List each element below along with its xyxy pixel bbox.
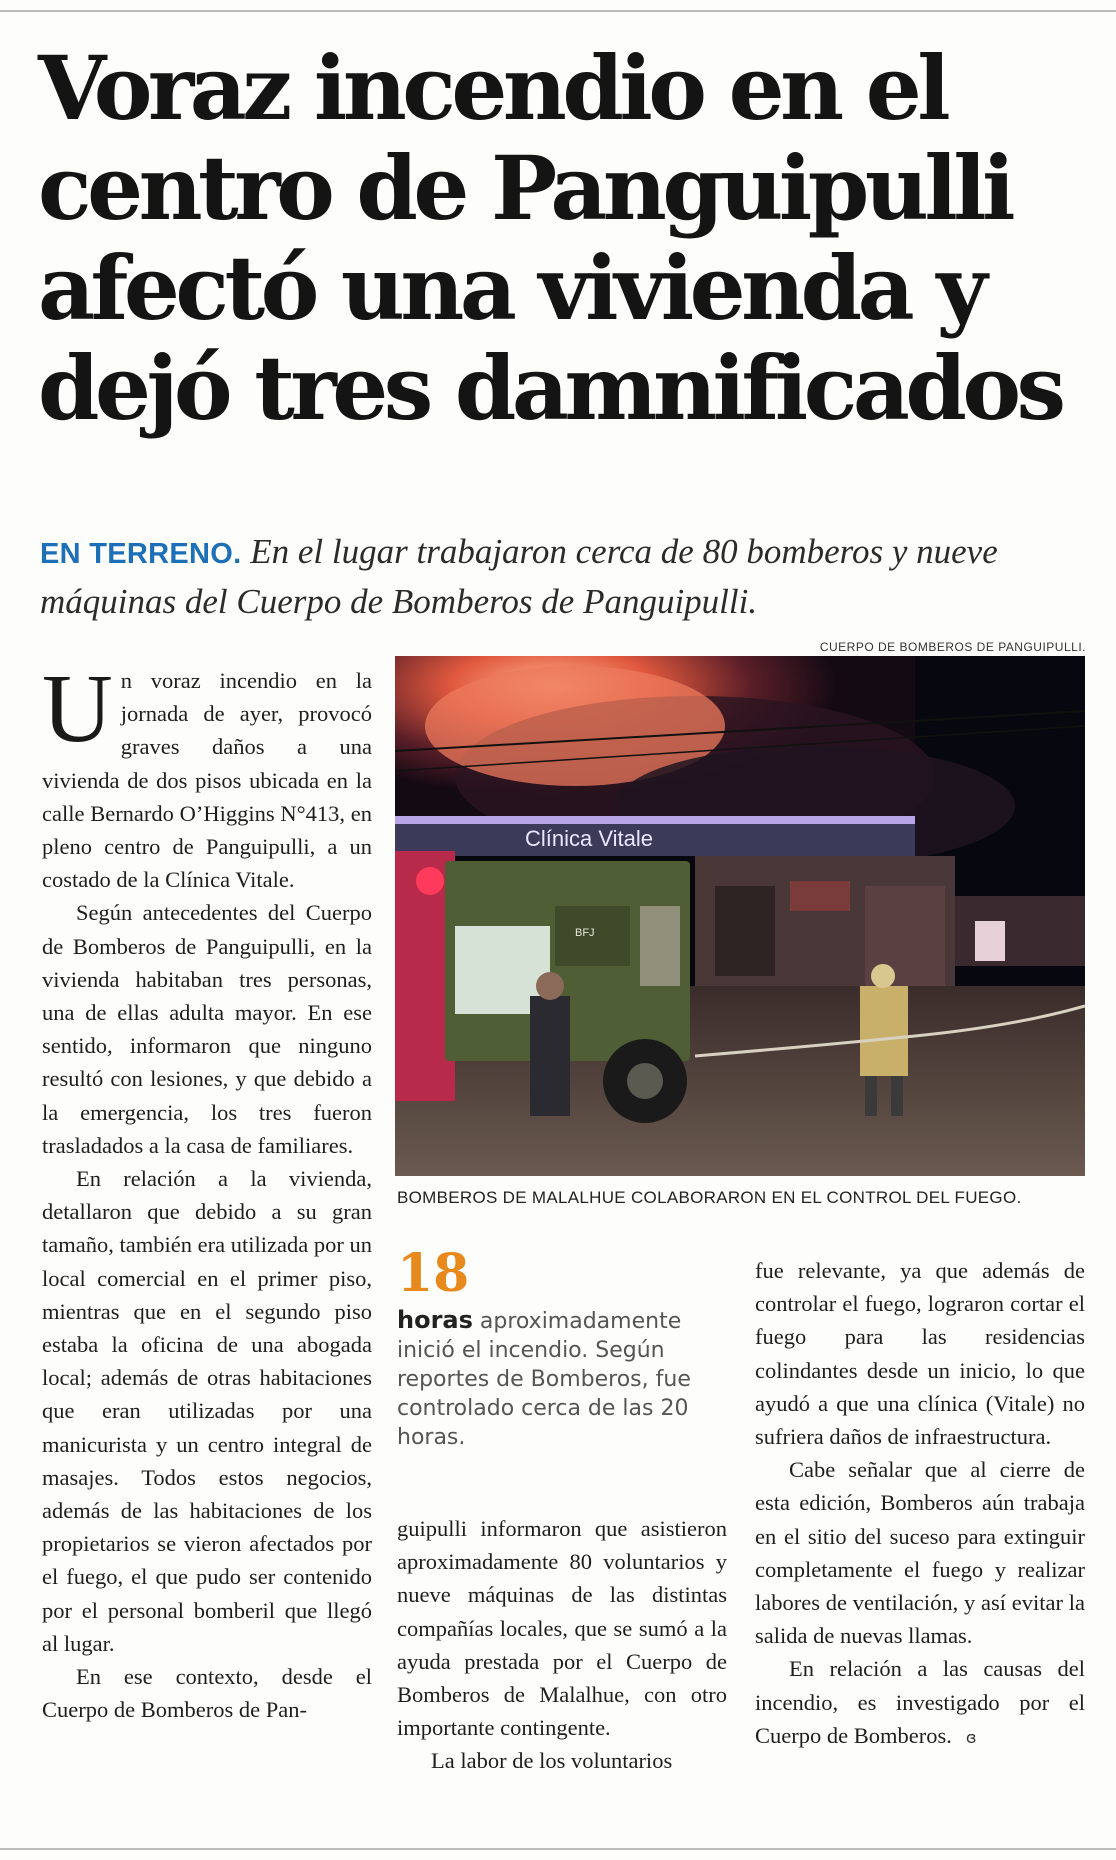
- article-paragraph: Según antecedentes del Cuerpo de Bomberos de Panguipulli, en la vivienda habitaban tres personas, una de ellas adulta mayor. En ese sentido, informaron que ninguno resultó con lesiones, y que debido a la emergencia, los tres fueron trasladados a la casa de familiares.: [42, 900, 372, 1158]
- headline-line: afectó una vivienda y: [38, 236, 983, 340]
- photo-caption: BOMBEROS DE MALALHUE COLABORARON EN EL CONTROL DEL FUEGO.: [397, 1188, 1022, 1207]
- deck-text: En el lugar trabajaron cerca de 80 bomberos y nueve máquinas del Cuerpo de Bomberos de Panguipulli.: [40, 532, 998, 621]
- article-paragraph: La labor de los voluntarios: [431, 1748, 673, 1774]
- fire-photo: [395, 656, 1085, 1176]
- article-paragraph: [755, 1652, 1085, 1754]
- clinic-sign-text: Clínica Vitale: [525, 826, 653, 851]
- end-mark-icon: ɞ: [965, 1727, 977, 1747]
- article-paragraph: En relación a la vivienda, detallaron que debido a su gran tamaño, también era utilizada por un local comercial en el primer piso, mientras que en el segundo piso estaba la oficina de una abogada local; además de otras habitaciones que eran utilizadas por una manicurista y un centro integral de masajes. Todos estos negocios, además de las habitaciones de los propietarios se vieron afectados por el fuego, el que pudo ser contenido por el personal bomberil que llegó al lugar.: [42, 1166, 372, 1656]
- top-rule: [0, 10, 1116, 12]
- photo-credit: CUERPO DE BOMBEROS DE PANGUIPULLI.: [819, 640, 1086, 654]
- drop-cap: U: [42, 655, 113, 763]
- article-paragraph: En ese contexto, desde el Cuerpo de Bomberos de Pan-: [42, 1664, 372, 1723]
- article-column-3: [755, 1254, 1085, 1754]
- stat-description: aproximadamente inició el incendio. Según reportes de Bomberos, fue controlado cerca de las 20 horas.: [397, 1309, 691, 1450]
- headline-line: centro de Panguipulli: [38, 136, 1012, 240]
- article-paragraph: fue relevante, ya que además de controlar el fuego, lograron cortar el fuego para las residencias colindantes desde un inicio, lo que ayudó a que una clínica (Vitale) no sufriera daños de infraestructura.: [755, 1258, 1085, 1450]
- article-column-1: [42, 655, 372, 1727]
- deck: [40, 528, 1090, 625]
- truck-label: BFJ: [575, 927, 595, 939]
- article-paragraph: [42, 655, 372, 896]
- headline-line: dejó tres damnificados: [38, 336, 1062, 440]
- stat-number: 18: [397, 1243, 470, 1304]
- headline-line: Voraz incendio en el: [38, 36, 947, 140]
- bottom-rule: [0, 1848, 1116, 1850]
- article-paragraph: Cabe señalar que al cierre de esta edición, Bomberos aún trabaja en el sitio del suceso para extinguir completamente el fuego y realizar labores de ventilación, y así evitar la salida de nuevas llamas.: [755, 1457, 1085, 1649]
- article-paragraph: guipulli informaron que asistieron aproximadamente 80 voluntarios y nueve máquinas de las distintas compañías locales, que se sumó a la ayuda prestada por el Cuerpo de Bomberos de Malalhue, con otro importante contingente.: [397, 1516, 727, 1741]
- article-column-2: [397, 1512, 727, 1778]
- paragraph-text: En relación a las causas del incendio, es investigado por el Cuerpo de Bomberos.: [755, 1656, 1085, 1748]
- stat-unit: horas: [397, 1306, 473, 1334]
- fire-scene-illustration: [395, 656, 1085, 1176]
- stat-text: [397, 1306, 727, 1452]
- headline: [38, 38, 1098, 438]
- deck-kicker: EN TERRENO.: [40, 538, 242, 570]
- paragraph-text: n voraz incendio en la jornada de ayer, provocó graves daños a una vivienda de dos pisos ubicada en la calle Bernardo O’Higgins N°413, en pleno centro de Panguipulli, a un costado de la Clínica Vitale.: [42, 668, 372, 893]
- stat-box: [397, 1243, 727, 1452]
